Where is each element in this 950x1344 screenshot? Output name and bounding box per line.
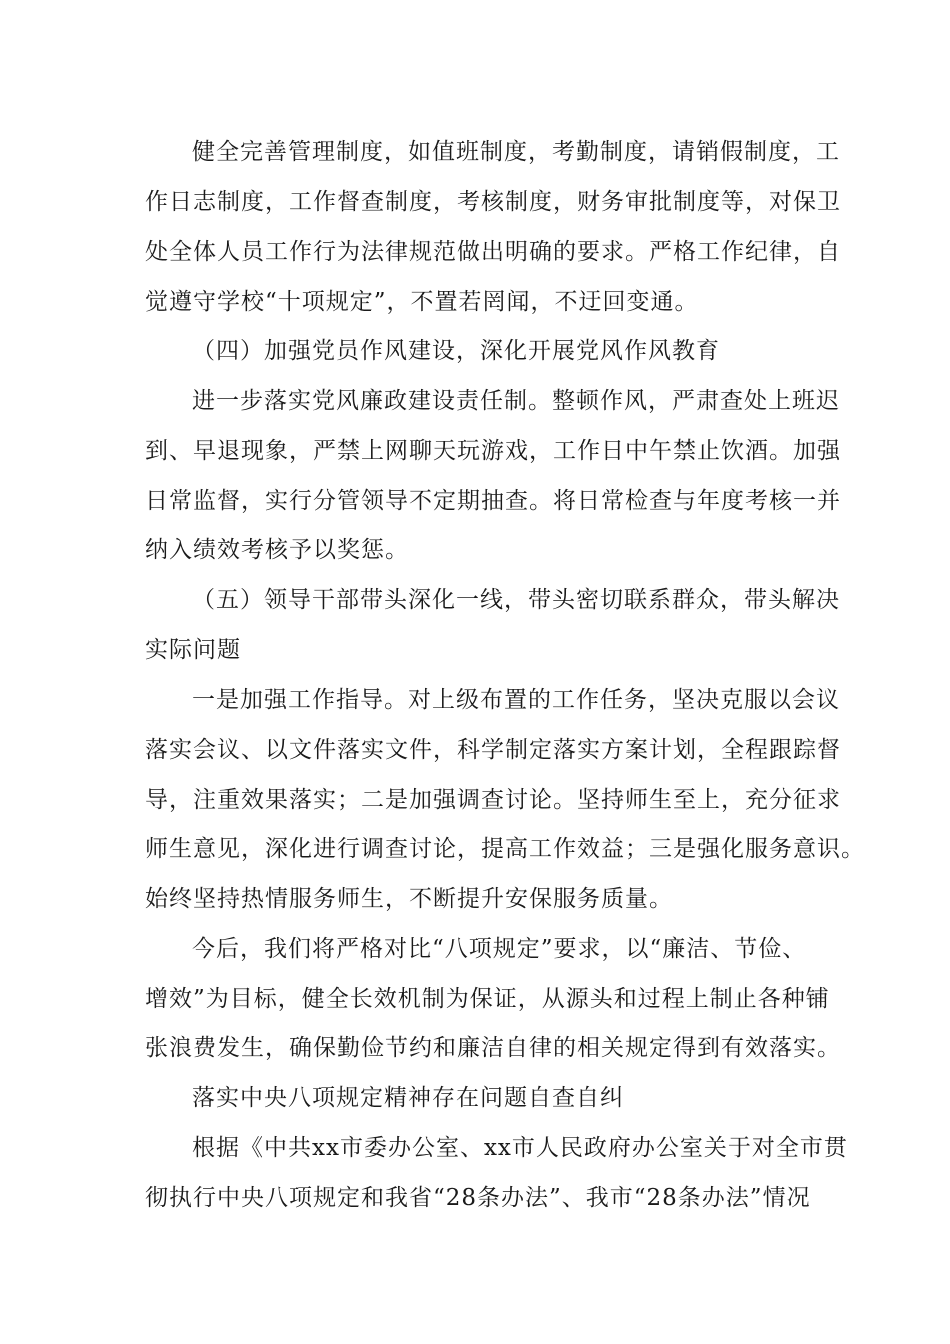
paragraph-line: 始终坚持热情服务师生，不断提升安保服务质量。 — [145, 886, 673, 912]
paragraph-line: 进一步落实党风廉政建设责任制。整顿作风，严肃查处上班迟 — [192, 388, 840, 414]
section-heading: 实际问题 — [145, 637, 241, 663]
paragraph-line: 纳入绩效考核予以奖惩。 — [145, 537, 409, 563]
paragraph-line: 落实会议、以文件落实文件，科学制定落实方案计划，全程跟踪督 — [145, 737, 841, 763]
paragraph-line: 根据《中共xx市委办公室、xx市人民政府办公室关于对全市贯 — [192, 1135, 848, 1161]
paragraph-line: 觉遵守学校“十项规定”，不置若罔闻，不迂回变通。 — [145, 289, 699, 315]
document-title: 落实中央八项规定精神存在问题自查自纠 — [192, 1085, 624, 1111]
paragraph-line: 导，注重效果落实；二是加强调查讨论。坚持师生至上，充分征求 — [145, 787, 841, 813]
paragraph-line: 处全体人员工作行为法律规范做出明确的要求。严格工作纪律，自 — [145, 239, 841, 265]
paragraph-line: 增效”为目标，健全长效机制为保证，从源头和过程上制止各种铺 — [145, 986, 830, 1012]
section-heading: （五）领导干部带头深化一线，带头密切联系群众，带头解决 — [192, 587, 840, 613]
paragraph-line: 到、早退现象，严禁上网聊天玩游戏，工作日中午禁止饮酒。加强 — [145, 438, 841, 464]
paragraph-line: 健全完善管理制度，如值班制度，考勤制度，请销假制度，工 — [192, 139, 840, 165]
paragraph-line: 师生意见，深化进行调查讨论，提高工作效益；三是强化服务意识。 — [145, 836, 865, 862]
paragraph-line: 彻执行中央八项规定和我省“28条办法”、我市“28条办法”情况 — [145, 1185, 811, 1211]
section-heading: （四）加强党员作风建设，深化开展党风作风教育 — [192, 338, 720, 364]
paragraph-line: 张浪费发生，确保勤俭节约和廉洁自律的相关规定得到有效落实。 — [145, 1035, 841, 1061]
paragraph-line: 作日志制度，工作督查制度，考核制度，财务审批制度等，对保卫 — [145, 189, 841, 215]
paragraph-line: 一是加强工作指导。对上级布置的工作任务，坚决克服以会议 — [192, 687, 840, 713]
paragraph-line: 日常监督，实行分管领导不定期抽查。将日常检查与年度考核一并 — [145, 488, 841, 514]
paragraph-line: 今后，我们将严格对比“八项规定”要求，以“廉洁、节俭、 — [192, 936, 807, 962]
